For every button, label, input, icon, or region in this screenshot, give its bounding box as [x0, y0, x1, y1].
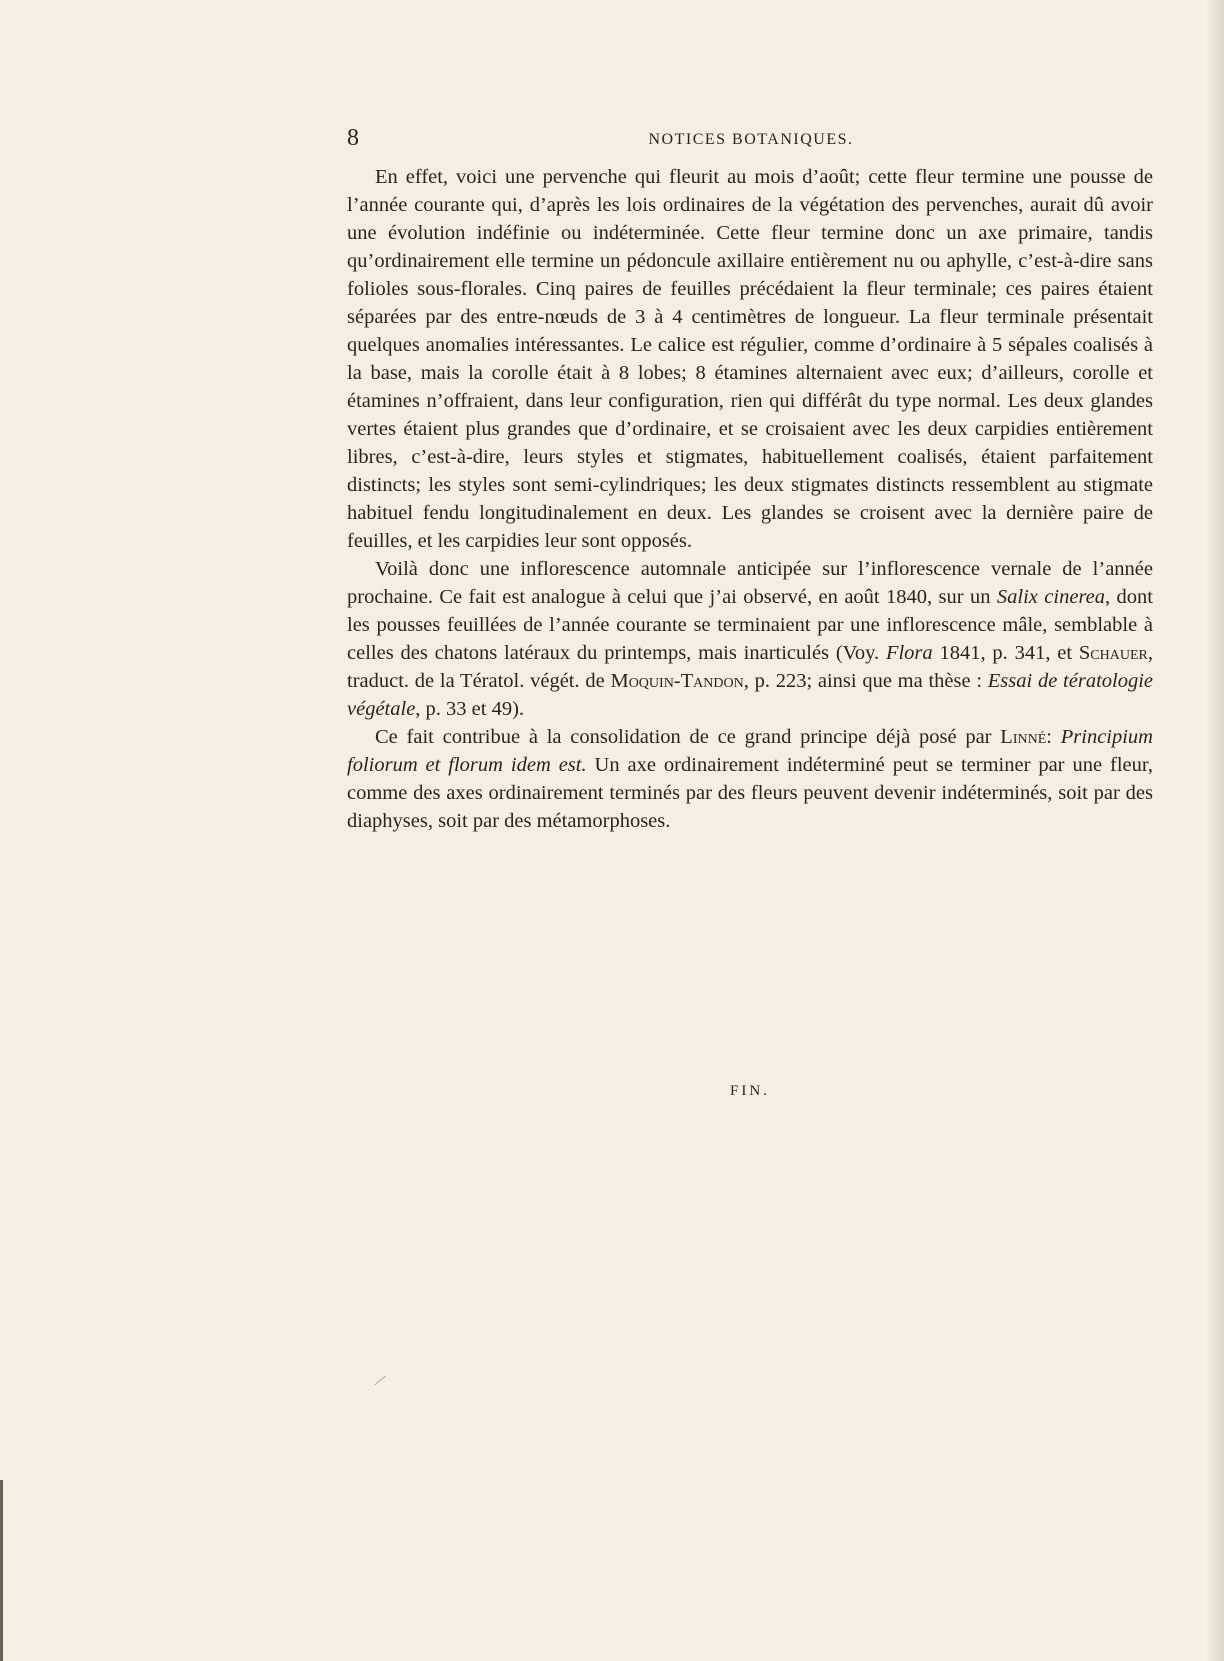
- author-name: Moquin-Tandon: [610, 670, 744, 692]
- thesis-title: Essai de tératologie végétale: [347, 670, 1153, 720]
- text-run: , dont les pousses feuillées de l’année courante se terminaient par une inflorescence mâle, semblable à celles des chatons latéraux du printemps, mais inarticulés (Voy.: [347, 586, 1153, 664]
- text-run: , traduct. de la Tératol. végét. de: [347, 642, 1153, 692]
- text-run: Ce fait contribue à la consolidation de ce grand principe déjà posé par: [375, 726, 1001, 748]
- text-run: 1841, p. 341, et: [932, 642, 1079, 664]
- text-run: , p. 33 et 49).: [415, 698, 525, 720]
- paper-speck: [374, 1376, 385, 1386]
- text-run: Un axe ordinairement indéterminé peut se terminer par une fleur, comme des axes ordinairement terminés par des fleurs peuvent devenir indéterminés, soit par des diaphyses, soit par des métamorphoses.: [347, 754, 1153, 832]
- paragraph-3: [347, 723, 1153, 835]
- author-name: Schauer: [1078, 642, 1148, 664]
- body-text: [347, 163, 1153, 835]
- text-run: En effet, voici une pervenche qui fleurit au mois d’août; cette fleur termine une pousse de l’année courante qui, d’après les lois ordinaires de la végétation des pervenches, aurait dû avoir une évolution indéfinie ou indéterminée. Cette fleur termine donc un axe primaire, tandis qu’ordinairement elle termine un pédoncule axillaire entièrement nu ou aphylle, c’est-à-dire sans folioles sous-florales. Cinq paires de feuilles précédaient la fleur terminale; ces paires étaient séparées par des entre-nœuds de 3 à 4 centimètres de longueur. La fleur terminale présentait quelques anomalies intéressantes. Le calice est régulier, comme d’ordinaire à 5 sépales coalisés à la base, mais la corolle était à 8 lobes; 8 étamines alternaient avec eux; d’ailleurs, corolle et étamines n’offraient, dans leur configuration, rien qui différât du type normal. Les deux glandes vertes étaient plus grandes que d’ordinaire, et se croisaient avec les deux carpidies entièrement libres, c’est-à-dire, leurs styles et stigmates, habituellement coalisés, étaient parfaitement distincts; les styles sont semi-cylindriques; les deux stigmates distincts ressemblent au stigmate habituel fendu longitudinalement en deux. Les glandes se croisent avec la dernière paire de feuilles, et les carpidies leur sont opposés.: [347, 166, 1153, 552]
- text-run: Voilà donc une inflorescence automnale anticipée sur l’inflorescence vernale de l’année prochaine. Ce fait est analogue à celui que j’ai observé, en août 1840, sur un: [347, 558, 1153, 608]
- paragraph-2: [347, 555, 1153, 723]
- species-name: Salix cinerea: [996, 586, 1106, 608]
- running-title: NOTICES BOTANIQUES.: [648, 131, 854, 148]
- journal-title: Flora: [885, 642, 933, 664]
- binding-edge: [0, 1480, 3, 1661]
- page-edge-shadow: [1206, 0, 1224, 1661]
- paragraph-1: [347, 163, 1153, 555]
- page-header: [347, 124, 1155, 152]
- text-run: :: [1046, 726, 1061, 748]
- latin-quote: Principium foliorum et florum idem est.: [347, 726, 1153, 776]
- author-name: Linné: [1000, 726, 1047, 748]
- page-number: 8: [347, 125, 359, 151]
- text-run: , p. 223; ainsi que ma thèse :: [743, 670, 988, 692]
- end-marker: FIN.: [730, 1083, 770, 1099]
